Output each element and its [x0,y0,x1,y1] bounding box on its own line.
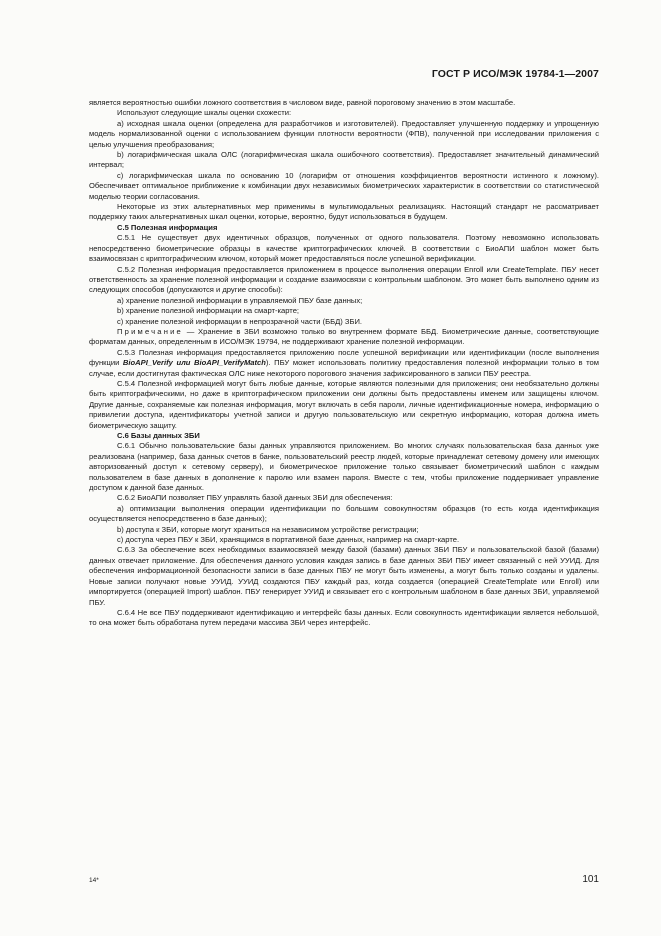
function-name: BioAPI_Verify или BioAPI_VerifyMatch [122,358,266,368]
footer-mark: 14* [89,877,99,884]
paragraph: С.6.2 БиоАПИ позволяет ПБУ управлять базой данных ЗБИ для обеспечения: [117,493,393,503]
paragraph [89,348,599,379]
paragraph-text: С.5.3 Полезная информация предоставляется приложению после успешной верификации или идентификации (после выполнения функции [89,347,599,368]
list-item: с) хранение полезной информации в непрозрачной части (ББД) ЗБИ. [117,316,363,326]
section-heading: С.5 Полезная информация [117,222,218,232]
paragraph: С.6.3 За обеспечение всех необходимых взаимосвязей между базой (базами) данных ЗБИ ПБУ и пользовательской базой (базами) данных отвечает приложение. Для обеспечения данного условия каждая запись в базе данных ЗБИ ПБУ имеет связанный с ней УУИД. Для обеспечения информационной безопасности записи в базе данных ПБУ не могут быть изменены, а могут быть только созданы и удалены. Новые записи получают новые УУИД. УУИД создаются ПБУ каждый раз, когда создается (операцией CreateTemplate или Enroll) или импортируется (операцией Import) шаблон. ПБУ генерирует УУИД и связывает его с контрольным шаблоном в базе данных ЗБИ, управляемой ПБУ. [89,545,599,607]
note-label: Примечание [117,326,183,336]
paragraph: С.5.2 Полезная информация предоставляется приложением в процессе выполнения операции Enroll или CreateTemplate. ПБУ несет ответственность за хранение полезной информации и создание взаимосвязи с контрольным шаблоном. Это может быть выполнено одним из следующих способов (допускаются и другие способы): [89,264,599,295]
paragraph: С.5.1 Не существует двух идентичных образцов, полученных от одного пользователя. Поэтому невозможно использовать непосредственно биометрические образцы в качестве криптографических ключей. В соответствии с БиоАПИ шаблон может быть взаимосвязан с криптографическим ключом, который может предоставляться после успешной верификации. [89,233,599,264]
page-number: 101 [582,874,599,885]
paragraph: является вероятностью ошибки ложного соответствия в числовом виде, равной пороговому значению в этом масштабе. [89,98,516,107]
list-item: с) доступа через ПБУ к ЗБИ, хранящимся в портативной базе данных, например на смарт-карте. [117,535,460,545]
list-item: с) логарифмическая шкала по основанию 10 (логарифм от отношения коэффициентов вероятности истинного к ложному). Обеспечивает оптимальное приближение к комбинации двух независимых биометрических характеристик в соответствии со статистической моделью теории согласования. [89,170,599,201]
paragraph: С.6.1 Обычно пользовательские базы данных управляются приложением. Во многих случаях пользовательская база данных уже реализована (например, база данных счетов в банке, пользовательский реестр людей, которые принадлежат сетевому домену или имеющих авторизованный доступ к сетевому серверу), и биометрическое приложение только связывает биометрический шаблон с каждым пользователем в базе данных в дополнение к паролю или взамен пароля. Вместе с тем, чтобы приложение поддерживает управление доступом к данной базе данных. [89,441,599,493]
list-item: а) исходная шкала оценки (определена для разработчиков и изготовителей). Предоставляет улучшенную поддержку и упрощенную модель нормализованной оценки с использованием функции плотности вероятности (ФПВ), полученной при исследовании приложения с целью улучшения преобразования; [89,118,599,149]
list-item: b) хранение полезной информации на смарт-карте; [117,306,300,316]
list-item: b) доступа к ЗБИ, которые могут храниться на независимом устройстве регистрации; [117,524,419,534]
paragraph: С.5.4 Полезной информацией могут быть любые данные, которые являются полезными для приложения; они необязательно должны быть криптографическими, но даже в криптографическом приложении они должны быть предоставлены именем или защищены ключом. Другие данные, сохраняемые как полезная информация, могут включать в себя пароли, личные идентификационные номера, информацию о привилегии доступа, идентификаторы учетной записи и другую пользовательскую или секретную информацию, которая должна иметь биометрическую защиту. [89,378,599,430]
note-text: — Хранение в ЗБИ возможно только во внутреннем формате ББД. Биометрические данные, соответствующие форматам данных, определенным в ИСО/МЭК 19794, не поддерживают хранение полезной информации. [89,326,599,347]
paragraph-text: ). ПБУ может использовать политику предоставления полезной информации только в том случае, если достигнутая фактическая ОЛС ниже некоторого порогового значения зафиксированного в записи ПБУ реестра. [89,358,599,378]
list-item: а) хранение полезной информации в управляемой ПБУ базе данных; [117,295,363,305]
list-item: b) логарифмическая шкала ОЛС (логарифмическая шкала ошибочного соответствия). Предоставляет значительный динамический интервал; [89,150,599,170]
document-body [89,98,599,629]
section-heading: С.6 Базы данных ЗБИ [117,431,200,440]
note-paragraph [89,327,599,348]
paragraph: Используют следующие шкалы оценки схожести: [117,108,292,118]
paragraph: С.6.4 Не все ПБУ поддерживают идентификацию и интерфейс базы данных. Если совокупность идентификации является небольшой, то она может быть обработана путем передачи массива ЗБИ через интерфейс. [89,607,599,628]
list-item: а) оптимизации выполнения операции идентификации по большим совокупностям образцов (то есть когда идентификация осуществляется непосредственно в базе данных); [89,503,599,524]
paragraph: Некоторые из этих альтернативных мер применимы в мультимодальных реализациях. Настоящий стандарт не рассматривает поддержку таких альтернативных шкал оценки, которые, вероятно, будут использоваться в будущем. [89,202,599,222]
page-header: ГОСТ Р ИСО/МЭК 19784-1—2007 [431,68,599,80]
